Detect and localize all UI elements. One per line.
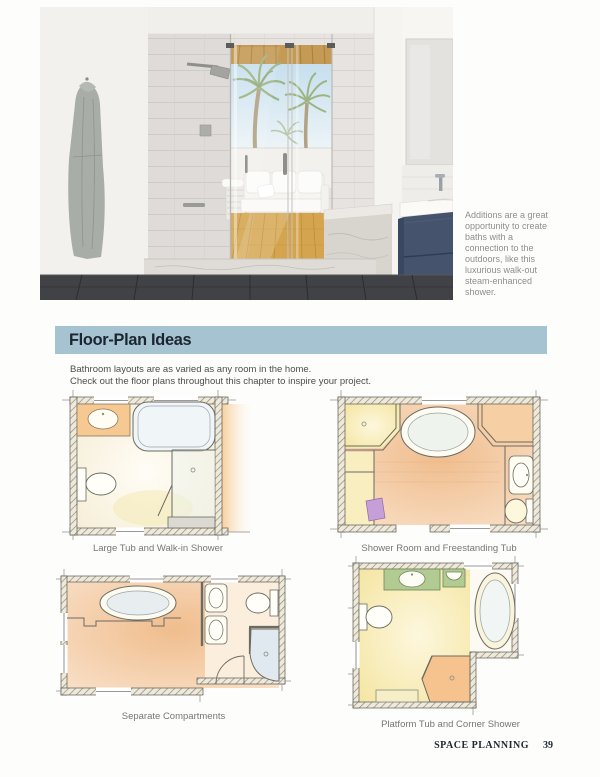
bathroom-photo (40, 7, 453, 300)
intro-line-1: Bathroom layouts are as varied as any room in the home. (70, 364, 312, 375)
intro-line-2: Check out the floor plans throughout this chapter to inspire your project. (70, 376, 372, 387)
footer-page-number: 39 (543, 740, 553, 751)
plan4-caption: Platform Tub and Corner Shower (381, 719, 520, 730)
toilet (505, 499, 533, 523)
marble-curb (144, 259, 376, 275)
towel-bar (183, 203, 205, 207)
shower-bench (168, 517, 215, 528)
floor-plan-1-drawing (58, 388, 258, 540)
floor-plan-4-drawing (348, 556, 553, 716)
section-banner (55, 326, 547, 354)
door-handle-inner (245, 155, 248, 173)
vanity-sink (509, 456, 533, 494)
vanity-sink (384, 569, 440, 590)
bench (376, 690, 418, 702)
floor-plan-platform-tub-corner-shower (348, 556, 553, 730)
freestanding-tub (401, 407, 475, 457)
glass-bracket (327, 43, 335, 48)
door-handle (283, 153, 287, 175)
toilet (359, 604, 392, 630)
glass-bracket (226, 43, 234, 48)
plan3-caption: Separate Compartments (121, 711, 226, 722)
floor-plan-separate-compartments (56, 566, 291, 722)
vanity-sink (77, 404, 130, 436)
vanity-area (398, 7, 453, 295)
section-title: Floor-Plan Ideas (69, 330, 192, 349)
plan1-caption: Large Tub and Walk-in Shower (92, 543, 224, 554)
shower-valve (200, 125, 211, 136)
floor-plan-large-tub-walkin-shower (58, 388, 258, 554)
slate-floor (40, 275, 453, 300)
floor-plan-shower-room-freestanding-tub (330, 388, 548, 554)
photo-caption: Additions are a great opportunity to create baths with a connection to the outdoors, like this luxurious walk-out steam-enhanced shower. (465, 210, 549, 297)
plan2-caption: Shower Room and Freestanding Tub (361, 543, 517, 554)
backsplash-tile (402, 165, 453, 203)
purple-stool (366, 498, 385, 521)
bathroom-photo-illustration (40, 7, 453, 300)
section-intro (70, 364, 371, 388)
large-tub (133, 402, 215, 451)
page-footer (434, 740, 553, 751)
floor-plan-2-drawing (330, 388, 548, 540)
secondary-sink (443, 569, 465, 587)
glass-bracket (285, 43, 294, 48)
adjacent-space (222, 404, 252, 532)
floor-plan-3-drawing (56, 566, 291, 708)
platform-tub (475, 573, 515, 649)
footer-section-label: SPACE PLANNING (434, 740, 529, 751)
corner-shower (422, 656, 470, 702)
